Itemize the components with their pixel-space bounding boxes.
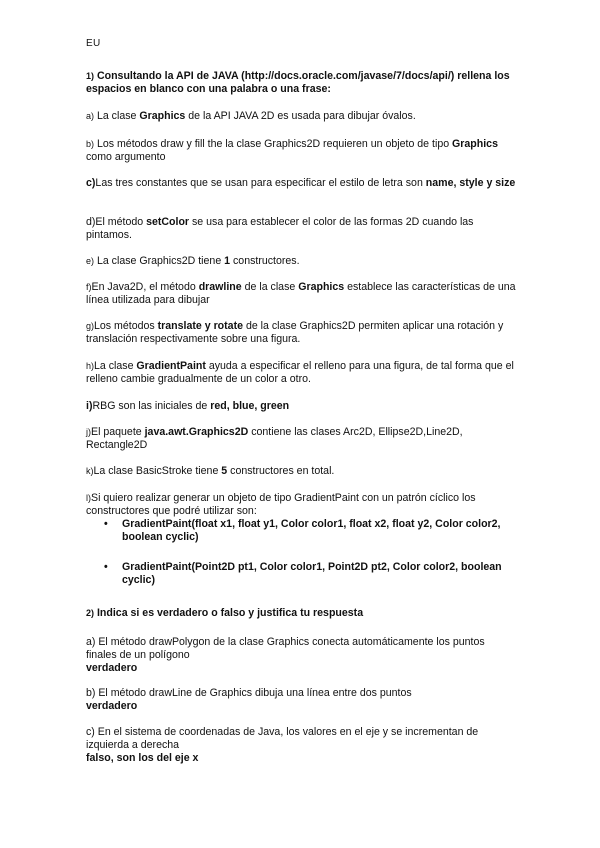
item-l-tag: l) [86, 493, 91, 503]
item-g [86, 320, 516, 346]
item-d [86, 216, 516, 242]
section-1-title: Consultando la API de JAVA (http://docs.oracle.com/javase/7/docs/api/) rellena los espacios en blanco con una palabra o una frase: [86, 70, 510, 95]
item-e-tag: e) [86, 256, 95, 266]
item-b-text: Los métodos draw y fill the la clase Graphics2D requieren un objeto de tipo [94, 138, 453, 150]
item-b-text-end: como argumento [86, 151, 166, 163]
question-2a-answer: verdadero [86, 662, 138, 674]
item-f [86, 281, 516, 307]
question-2b [86, 687, 516, 713]
item-g-text-end: de la clase Graphics2D permiten aplicar una rotación y translación respectivamente sobre una figura. [86, 320, 504, 345]
item-i-tag: i) [86, 400, 93, 412]
question-2a-text: a) El método drawPolygon de la clase Graphics conecta automáticamente los puntos finales de un polígono [86, 636, 485, 661]
item-e [86, 255, 516, 268]
item-i-text: RBG son las iniciales de [92, 400, 211, 412]
section-2-heading [86, 607, 516, 620]
section-1-heading [86, 70, 516, 96]
section-1-number: 1) [86, 71, 95, 81]
item-b-tag: b) [86, 139, 95, 149]
item-h [86, 360, 516, 386]
item-i [86, 400, 516, 413]
item-l-text: Si quiero realizar generar un objeto de tipo GradientPaint con un patrón cíclico los constructores que podré utilizar son: [86, 492, 476, 517]
item-i-answer: red, blue, green [210, 400, 290, 412]
item-d-tag: d) [86, 216, 96, 228]
section-2-title: Indica si es verdadero o falso y justifica tu respuesta [96, 607, 364, 619]
page-header: EU [86, 38, 101, 49]
item-c [86, 177, 516, 190]
item-k-text-end: constructores en total. [227, 465, 335, 477]
item-b [86, 138, 516, 164]
item-h-text: La clase [94, 360, 137, 372]
item-k-answer: 5 [221, 465, 228, 477]
item-c-text: Las tres constantes que se usan para especificar el estilo de letra son [95, 177, 426, 189]
item-j-tag: j) [86, 427, 91, 437]
item-f-tag: f) [86, 282, 92, 292]
list-item-text: GradientPaint(Point2D pt1, Color color1, Point2D pt2, Color color2, boolean cyclic) [122, 561, 502, 586]
item-b-answer: Graphics [452, 138, 498, 150]
item-a-answer: Graphics [139, 110, 186, 122]
item-e-text: La clase Graphics2D tiene [94, 255, 225, 267]
item-k-tag: k) [86, 466, 94, 476]
list-item-text: GradientPaint(float x1, float y1, Color color1, float x2, float y2, Color color2, boolean cyclic) [122, 518, 501, 543]
item-a [86, 110, 516, 123]
question-2b-answer: verdadero [86, 700, 138, 712]
item-a-text-end: de la API JAVA 2D es usada para dibujar óvalos. [185, 110, 416, 122]
item-c-tag: c) [86, 177, 96, 189]
bullet-icon: • [104, 518, 108, 530]
item-g-text: Los métodos [94, 320, 158, 332]
bullet-icon: • [104, 561, 108, 573]
item-l [86, 492, 516, 518]
item-e-answer: 1 [224, 255, 231, 267]
item-k [86, 465, 516, 478]
item-c-answer: name, style y size [425, 177, 516, 189]
item-d-answer: setColor [146, 216, 190, 228]
item-h-answer: GradientPaint [136, 360, 206, 372]
question-2a [86, 636, 516, 675]
item-a-text: La clase [94, 110, 140, 122]
item-j-answer: java.awt.Graphics2D [144, 426, 249, 438]
item-h-text-end: ayuda a especificar el relleno para una figura, de tal forma que el relleno cambie gradualmente de un color a otro. [86, 360, 514, 385]
constructor-list [104, 518, 504, 587]
item-a-tag: a) [86, 111, 95, 121]
item-j-text-end: contiene las clases Arc2D, Ellipse2D,Line2D, Rectangle2D [86, 426, 463, 451]
item-f-text-mid: de la clase [241, 281, 299, 293]
item-d-text: El método [95, 216, 147, 228]
item-g-answer: translate y rotate [157, 320, 243, 332]
question-2c-text: c) En el sistema de coordenadas de Java, los valores en el eje y se incrementan de izquierda a derecha [86, 726, 479, 751]
item-f-answer-2: Graphics [298, 281, 345, 293]
question-2c [86, 726, 516, 765]
item-g-tag: g) [86, 321, 95, 331]
item-f-answer-1: drawline [198, 281, 242, 293]
item-h-tag: h) [86, 361, 95, 371]
item-d-text-end: se usa para establecer el color de las formas 2D cuando las pintamos. [86, 216, 474, 241]
section-2-number: 2) [86, 608, 95, 618]
question-2b-text: b) El método drawLine de Graphics dibuja una línea entre dos puntos [86, 687, 412, 699]
item-e-text-end: constructores. [230, 255, 300, 267]
item-k-text: La clase BasicStroke tiene [93, 465, 222, 477]
item-f-text-end: establece las características de una línea utilizada para dibujar [86, 281, 516, 306]
item-j-text: El paquete [91, 426, 145, 438]
list-item [104, 518, 504, 544]
item-f-text: En Java2D, el método [91, 281, 199, 293]
item-j [86, 426, 516, 452]
list-item [104, 561, 504, 587]
question-2c-answer: falso, son los del eje x [86, 752, 199, 764]
